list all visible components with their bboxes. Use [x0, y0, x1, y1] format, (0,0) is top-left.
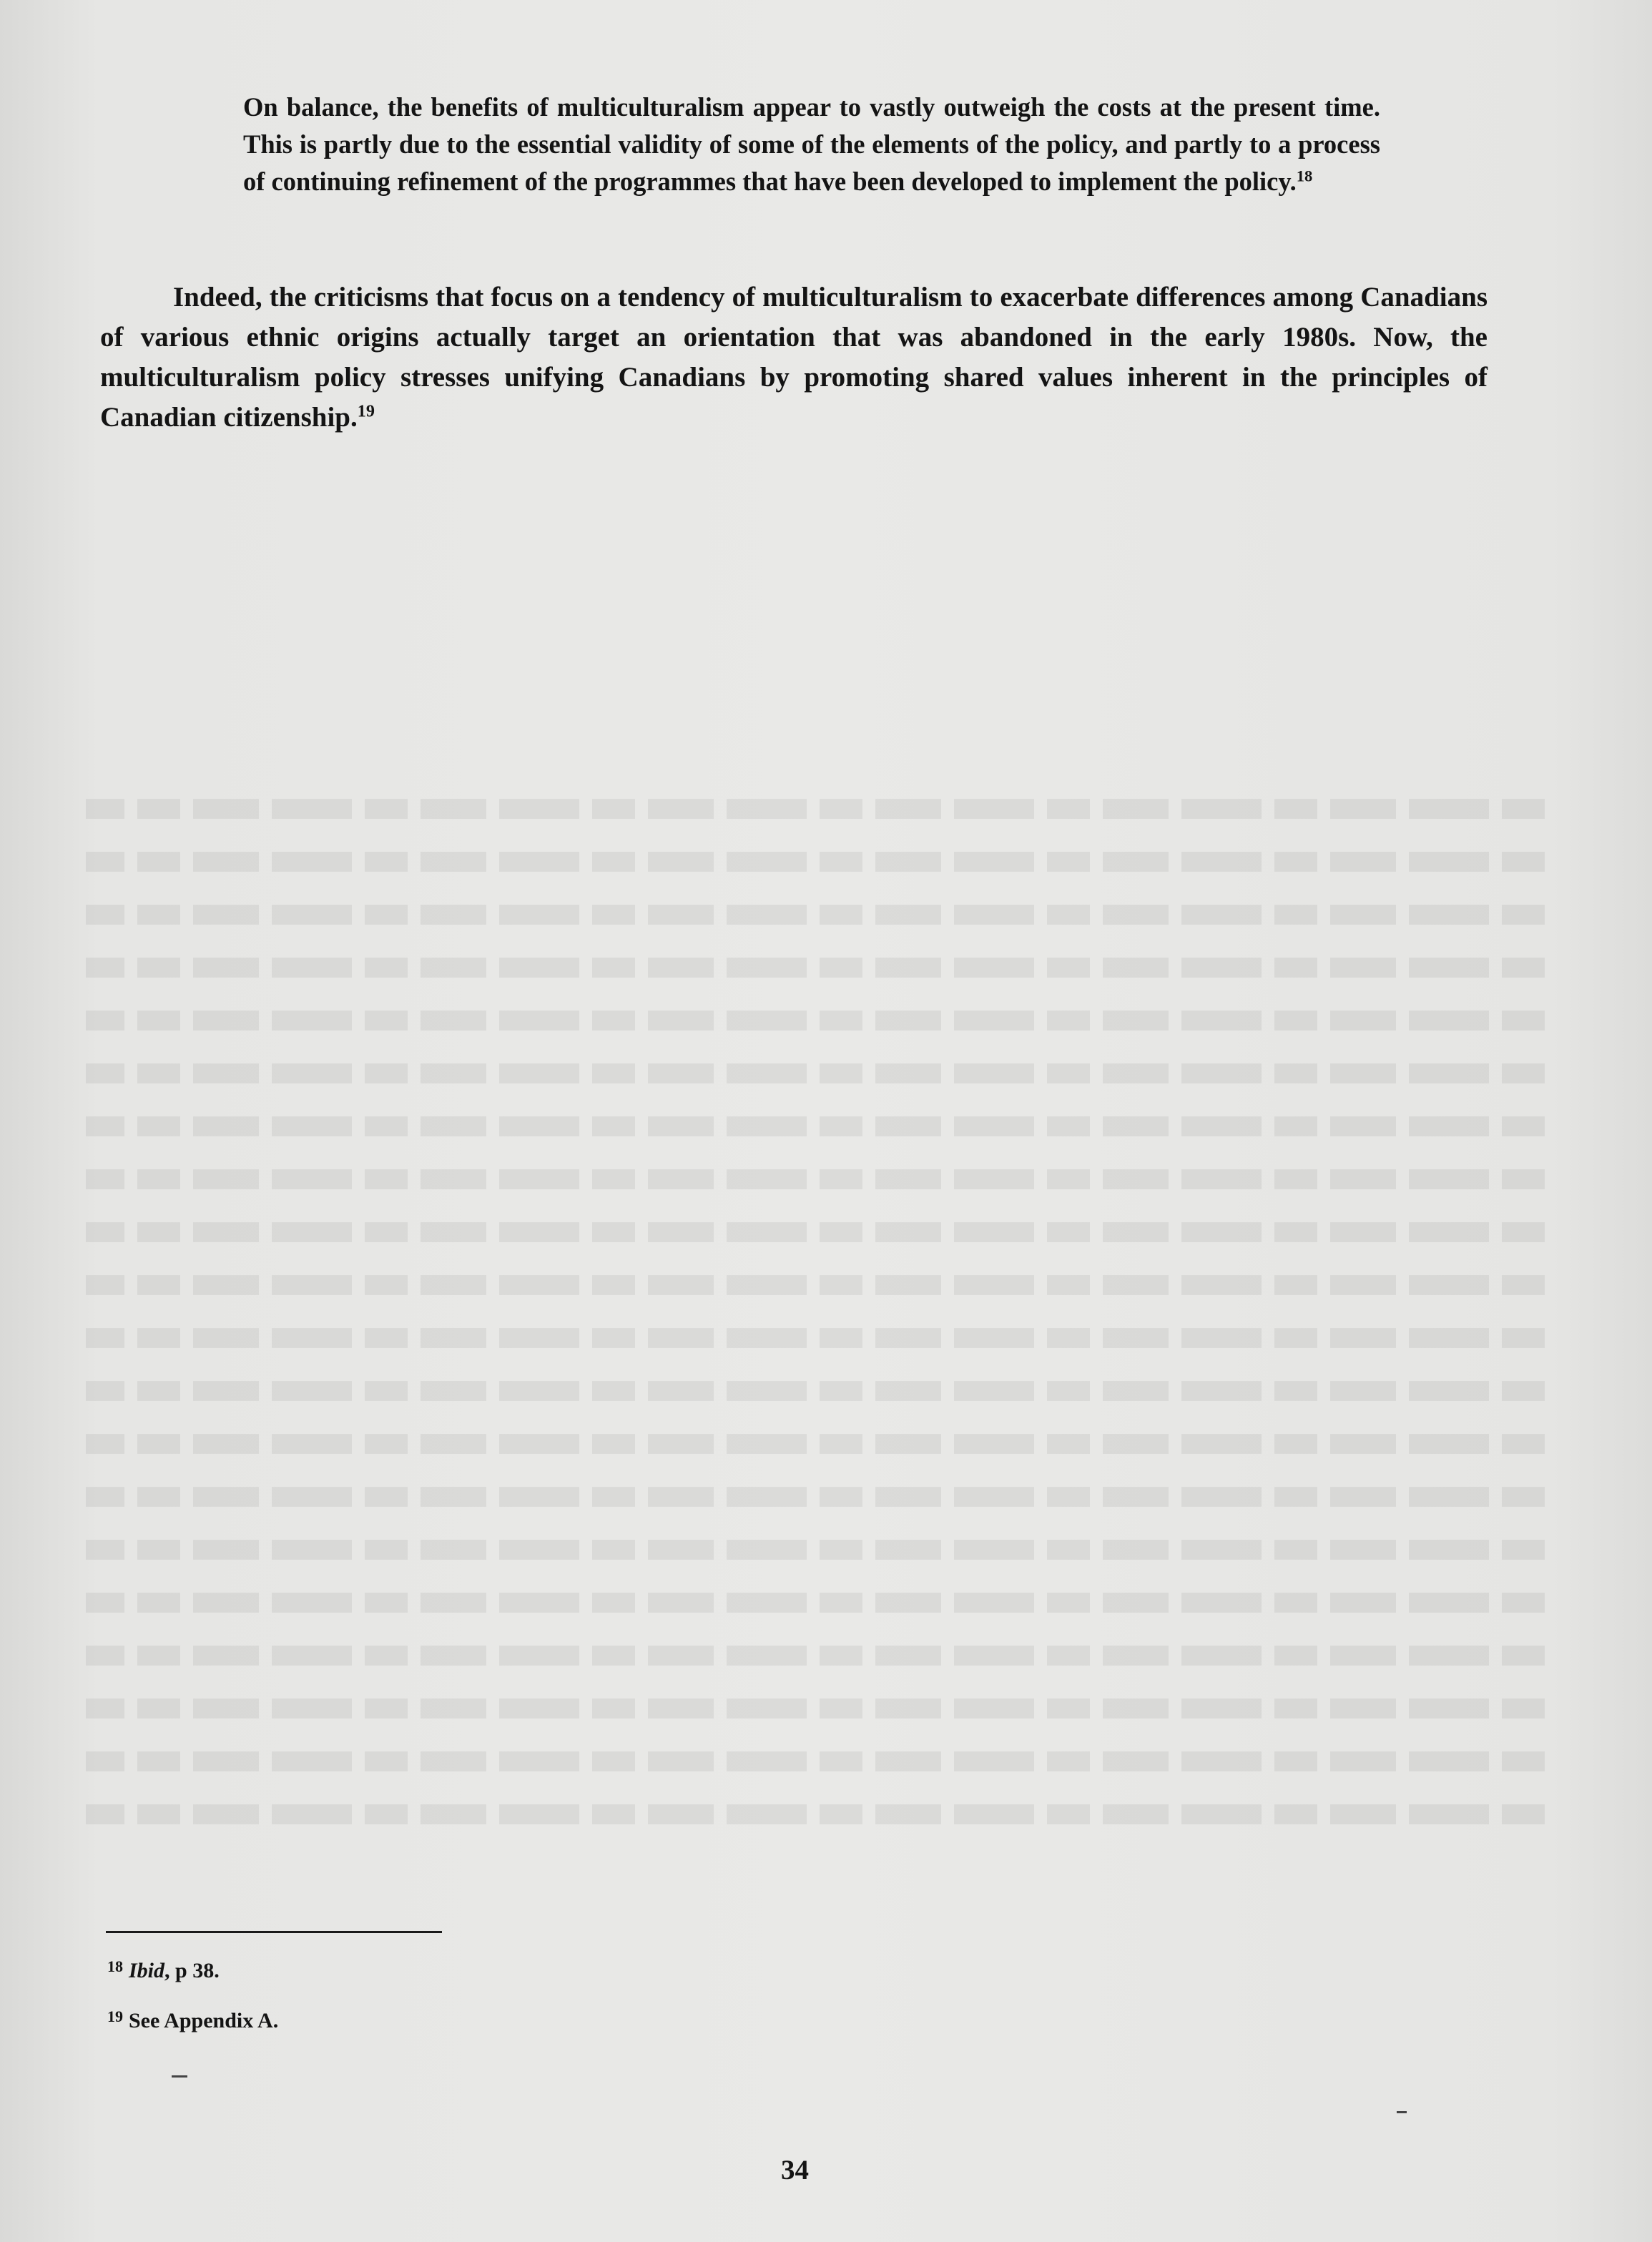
- body-paragraph-text: Indeed, the criticisms that focus on a tendency of multiculturalism to exacerbate differences among Canadians of various ethnic origins actually target an orientation that was abandoned in the early 1980s. Now, the multiculturalism policy stresses unifying Canadians by promoting shared values inherent in the principles of Canadian citizenship.: [100, 282, 1488, 433]
- block-quote: [243, 89, 1380, 200]
- footnote-ref-18: 18: [1296, 167, 1313, 185]
- footnote-18: [107, 1952, 220, 1985]
- body-paragraph: [100, 277, 1488, 438]
- footnote-number: 19: [107, 2007, 123, 2025]
- block-quote-text: On balance, the benefits of multiculturalism appear to vastly outweigh the costs at the present time. This is partly due to the essential validity of some of the elements of the policy, and partly to a process of continuing refinement of the programmes that have been developed to implement the policy.: [243, 92, 1380, 196]
- footnote-text: , p 38.: [164, 1959, 220, 1982]
- bleed-through-text: [86, 787, 1545, 1859]
- stray-mark: [172, 2075, 187, 2078]
- footnote-italic: Ibid: [129, 1959, 165, 1982]
- footnote-text: See Appendix A.: [129, 2009, 279, 2032]
- stray-mark: [1397, 2111, 1407, 2113]
- footnote-divider: [106, 1931, 442, 1933]
- footnote-number: 18: [107, 1957, 123, 1975]
- footnote-ref-19: 19: [357, 401, 375, 421]
- page-number: 34: [781, 2155, 809, 2186]
- footnote-19: [107, 2002, 278, 2035]
